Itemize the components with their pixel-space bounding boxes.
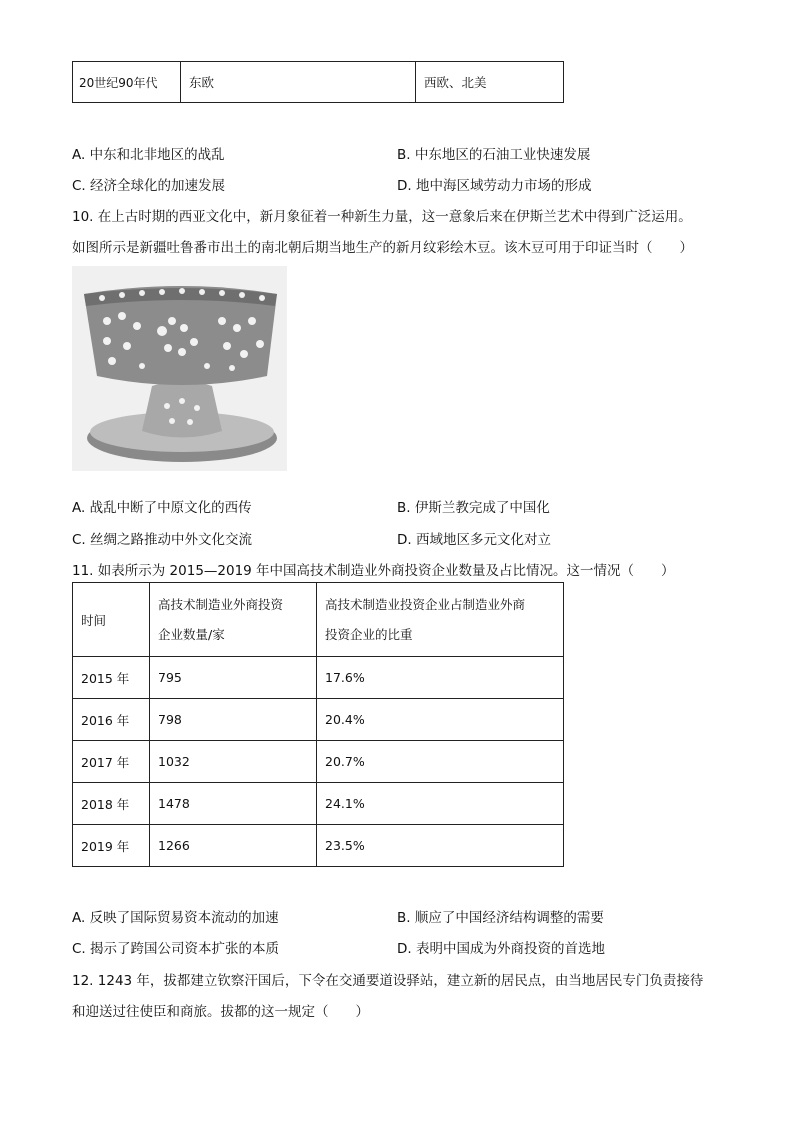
header-time: 时间 xyxy=(73,583,150,657)
year-cell: 2019 年 xyxy=(73,825,150,867)
period-cell: 20世纪90年代 xyxy=(73,62,181,103)
q10-option-b[interactable]: B. 伊斯兰教完成了中国化 xyxy=(397,500,550,516)
year-cell: 2017 年 xyxy=(73,741,150,783)
count-cell: 1032 xyxy=(150,741,317,783)
q10-option-d[interactable]: D. 西域地区多元文化对立 xyxy=(397,532,551,548)
table-header-row xyxy=(73,583,564,657)
q10-option-a[interactable]: A. 战乱中断了中原文化的西传 xyxy=(72,500,252,516)
table-row xyxy=(73,62,564,103)
share-cell: 20.4% xyxy=(317,699,564,741)
count-cell: 1478 xyxy=(150,783,317,825)
q9-option-a[interactable]: A. 中东和北非地区的战乱 xyxy=(72,147,225,163)
wooden-dou-photo xyxy=(72,266,287,471)
q9-option-d[interactable]: D. 地中海区域劳动力市场的形成 xyxy=(397,178,592,194)
q10-stem-line2: 如图所示是新疆吐鲁番市出土的南北朝后期当地生产的新月纹彩绘木豆。该木豆可用于印证当时（ ） xyxy=(72,240,693,256)
q9-option-b[interactable]: B. 中东地区的石油工业快速发展 xyxy=(397,147,591,163)
count-cell: 1266 xyxy=(150,825,317,867)
investment-table xyxy=(72,582,564,867)
q12-stem-line1: 12. 1243 年，拔都建立钦察汗国后，下令在交通要道设驿站，建立新的居民点，由当地居民专门负责接待 xyxy=(72,973,704,989)
destination-cell: 西欧、北美 xyxy=(416,62,564,103)
q11-option-b[interactable]: B. 顺应了中国经济结构调整的需要 xyxy=(397,910,604,926)
migration-table xyxy=(72,61,564,103)
share-cell: 20.7% xyxy=(317,741,564,783)
count-cell: 798 xyxy=(150,699,317,741)
q11-option-c[interactable]: C. 揭示了跨国公司资本扩张的本质 xyxy=(72,941,280,957)
header-share-line1: 高技术制造业投资企业占制造业外商 xyxy=(325,596,526,612)
share-cell: 24.1% xyxy=(317,783,564,825)
q10-stem-line1: 10. 在上古时期的西亚文化中，新月象征着一种新生力量，这一意象后来在伊斯兰艺术中得到广泛运用。 xyxy=(72,209,692,225)
q11-stem: 11. 如表所示为 2015—2019 年中国高技术制造业外商投资企业数量及占比情况。这一情况（ ） xyxy=(72,563,675,579)
header-count-line2: 企业数量/家 xyxy=(158,626,225,642)
q11-option-d[interactable]: D. 表明中国成为外商投资的首选地 xyxy=(397,941,605,957)
table-row xyxy=(73,699,564,741)
q10-option-c[interactable]: C. 丝绸之路推动中外文化交流 xyxy=(72,532,253,548)
table-row xyxy=(73,783,564,825)
share-cell: 17.6% xyxy=(317,657,564,699)
count-cell: 795 xyxy=(150,657,317,699)
q12-stem-line2: 和迎送过往使臣和商旅。拔都的这一规定（ ） xyxy=(72,1004,369,1020)
origin-cell: 东欧 xyxy=(181,62,416,103)
year-cell: 2015 年 xyxy=(73,657,150,699)
q11-option-a[interactable]: A. 反映了国际贸易资本流动的加速 xyxy=(72,910,279,926)
year-cell: 2018 年 xyxy=(73,783,150,825)
q9-option-c[interactable]: C. 经济全球化的加速发展 xyxy=(72,178,226,194)
share-cell: 23.5% xyxy=(317,825,564,867)
table-row xyxy=(73,657,564,699)
header-count-line1: 高技术制造业外商投资 xyxy=(158,596,284,612)
header-share-line2: 投资企业的比重 xyxy=(325,626,413,642)
header-share xyxy=(317,583,564,657)
table-row xyxy=(73,825,564,867)
table-row xyxy=(73,741,564,783)
header-count xyxy=(150,583,317,657)
year-cell: 2016 年 xyxy=(73,699,150,741)
